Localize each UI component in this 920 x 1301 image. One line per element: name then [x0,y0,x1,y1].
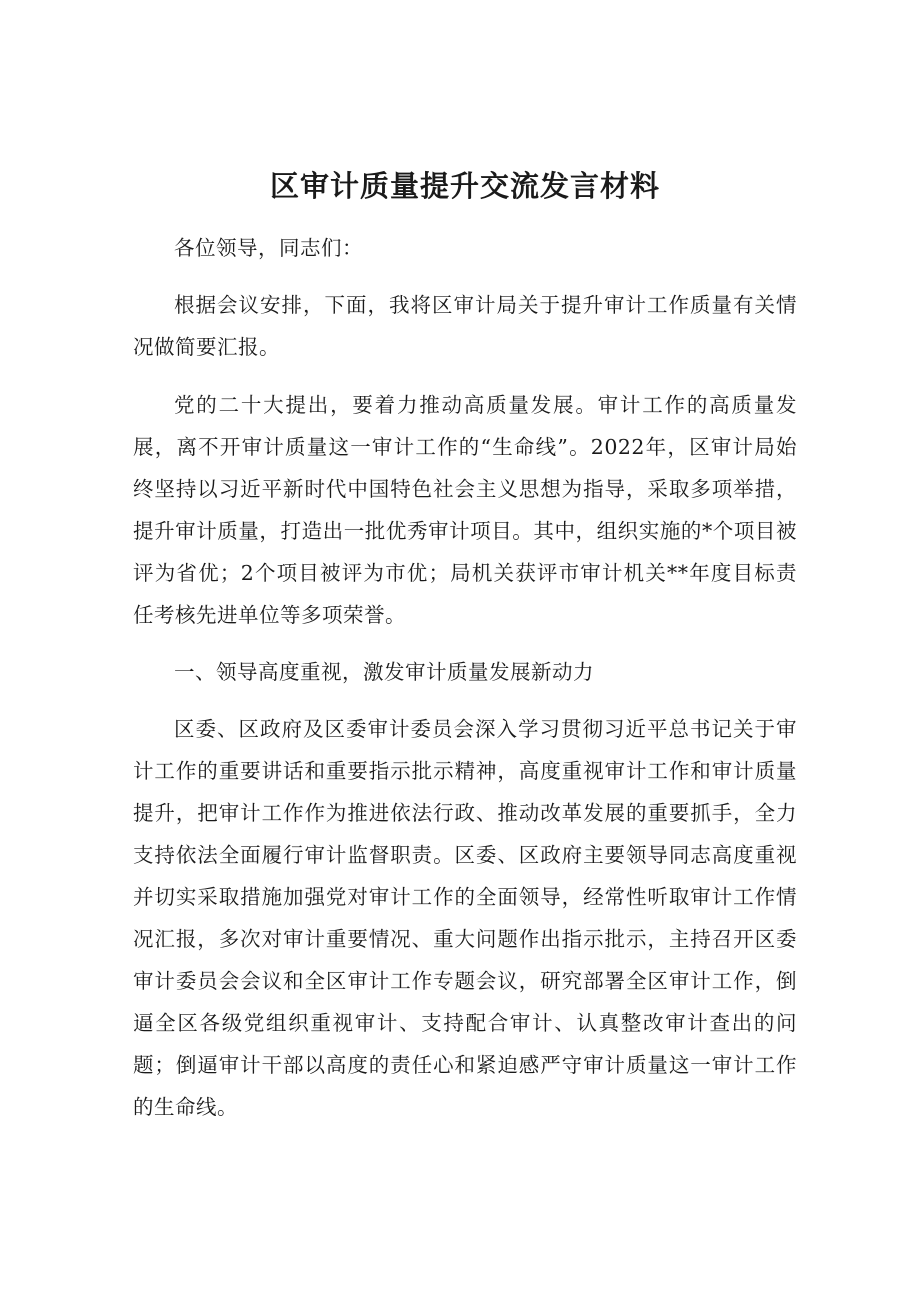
document-title: 区审计质量提升交流发言材料 [269,169,660,203]
section-heading-1: 一、领导高度重视，激发审计质量发展新动力 [174,660,594,684]
overview-paragraph: 党的二十大提出，要着力推动高质量发展。审计工作的高质量发展，离不开审计质量这一审计工作的“生命线”。2022年，区审计局始终坚持以习近平新时代中国特色社会主义思想为指导，采取多项举措，提升审计质量，打造出一批优秀审计项目。其中，组织实施的*个项目被评为省优；2个项目被评为市优；局机关获评市审计机关**年度目标责任考核先进单位等多项荣誉。 [133,393,797,627]
salutation-paragraph: 各位领导，同志们： [174,236,363,260]
section-1-paragraph: 区委、区政府及区委审计委员会深入学习贯彻习近平总书记关于审计工作的重要讲话和重要指示批示精神，高度重视审计工作和审计质量提升，把审计工作作为推进依法行政、推动改革发展的重要抓手，全力支持依法全面履行审计监督职责。区委、区政府主要领导同志高度重视并切实采取措施加强党对审计工作的全面领导，经常性听取审计工作情况汇报，多次对审计重要情况、重大问题作出指示批示，主持召开区委审计委员会会议和全区审计工作专题会议，研究部署全区审计工作，倒逼全区各级党组织重视审计、支持配合审计、认真整改审计查出的问题；倒逼审计干部以高度的责任心和紧迫感严守审计质量这一审计工作的生命线。 [133,717,797,1119]
intro-paragraph: 根据会议安排，下面，我将区审计局关于提升审计工作质量有关情况做简要汇报。 [133,293,797,359]
document-body [133,227,797,1128]
